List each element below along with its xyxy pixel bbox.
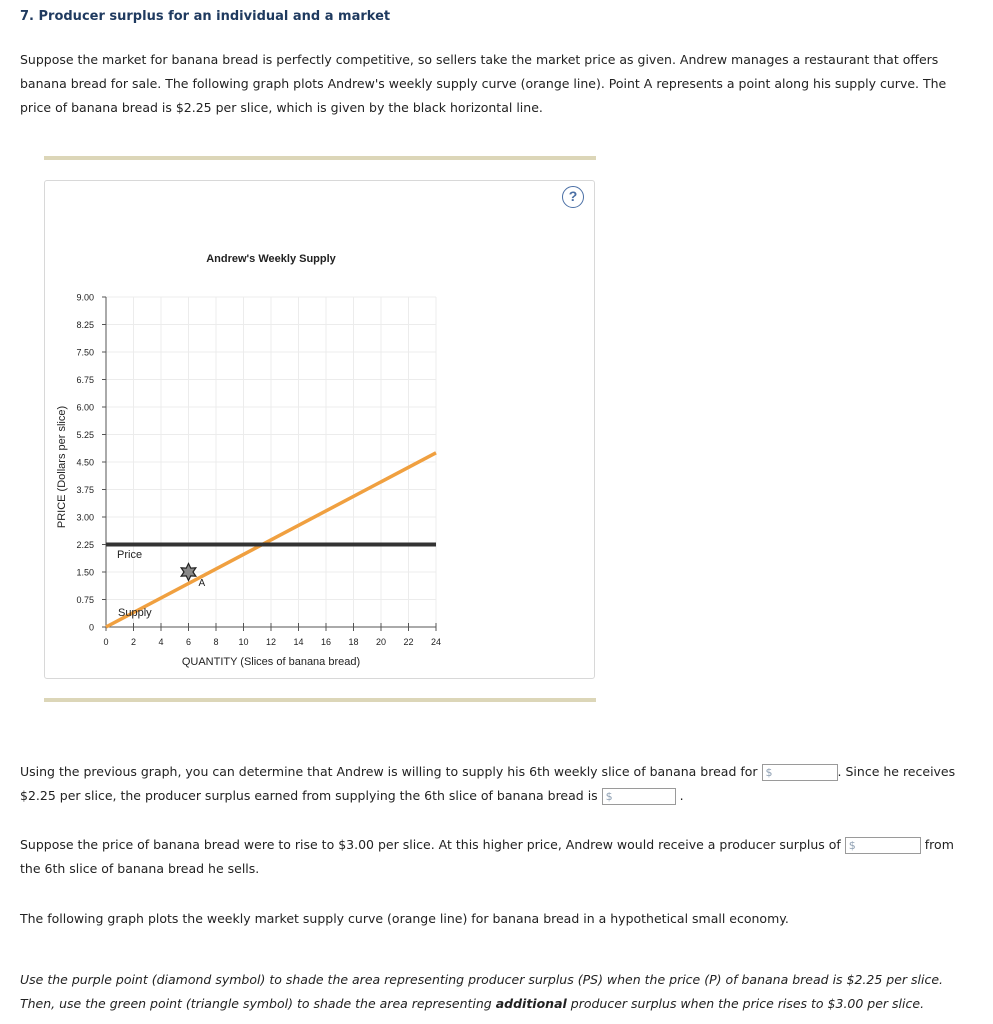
price-line-label: Price [117, 549, 143, 561]
point-a-marker [181, 564, 196, 581]
y-tick-label-7: 5.25 [76, 430, 94, 440]
y-tick-label-9: 6.75 [76, 375, 94, 385]
producer-surplus-input[interactable]: $ [602, 788, 676, 805]
x-tick-label-1: 2 [130, 637, 137, 647]
y-tick-label-1: 0.75 [76, 595, 94, 605]
x-tick-label-4: 8 [213, 637, 219, 647]
y-tick-label-4: 3.00 [76, 512, 94, 523]
x-tick-label-3: 6 [185, 637, 192, 647]
instructions-bold-word: additional [495, 996, 567, 1011]
market-supply-paragraph: The following graph plots the weekly market supply curve (orange line) for banana bread in a hypothetical small economy. [20, 911, 789, 926]
y-tick-label-8: 6.00 [76, 402, 94, 413]
price-rise-paragraph [20, 833, 975, 881]
y-tick-label-5: 3.75 [76, 485, 94, 495]
instructions-paragraph [20, 968, 975, 1016]
price-rise-text-a: Suppose the price of banana bread were to rise to $3.00 per slice. At this higher price, Andrew would receive a producer surplus of [20, 837, 841, 852]
x-tick-label-0: 0 [103, 637, 109, 647]
higher-price-surplus-input[interactable]: $ [845, 837, 921, 854]
x-tick-label-12: 24 [430, 637, 442, 647]
graph-panel [44, 180, 595, 679]
willingness-text-c: . [679, 788, 684, 803]
chart-title: Andrew's Weekly Supply [206, 253, 336, 265]
y-tick-label-0: 0 [88, 622, 94, 633]
graph-bottom-divider [44, 698, 596, 702]
price-rise-text-b: from the 6th slice of banana bread he sells. [20, 837, 954, 876]
x-tick-label-6: 12 [265, 637, 277, 647]
y-tick-label-11: 8.25 [76, 320, 94, 330]
instructions-text-a: Use the purple point (diamond symbol) to shade the area representing producer surplus (PS) when the price (P) of banana bread is $2.25 per slice. Then, use the green point (triangle symbol) to shade the area representing [20, 972, 944, 1011]
point-a-label: A [198, 578, 206, 589]
y-tick-label-10: 7.50 [76, 347, 94, 358]
x-tick-label-5: 10 [238, 637, 249, 647]
x-tick-label-2: 4 [158, 637, 164, 647]
question-title: 7. Producer surplus for an individual and a market [20, 9, 391, 24]
willing-price-input[interactable]: $ [762, 764, 838, 781]
supply-chart [45, 181, 596, 680]
willingness-text-b: . Since he receives $2.25 per slice, the producer surplus earned from supplying the 6th slice of banana bread is [20, 764, 956, 803]
x-tick-label-11: 22 [403, 637, 414, 647]
x-axis-label: QUANTITY (Slices of banana bread) [181, 656, 361, 668]
y-axis-label: PRICE (Dollars per slice) [56, 405, 68, 529]
y-tick-label-12: 9.00 [76, 292, 94, 303]
y-tick-label-3: 2.25 [76, 540, 94, 550]
y-tick-label-2: 1.50 [76, 567, 94, 578]
x-tick-label-7: 14 [293, 637, 304, 647]
instructions-text-b: producer surplus when the price rises to $3.00 per slice. [570, 996, 925, 1011]
supply-line-label: Supply [118, 607, 152, 619]
x-tick-label-10: 20 [375, 637, 387, 647]
willingness-text-a: Using the previous graph, you can determine that Andrew is willing to supply his 6th weekly slice of banana bread for [20, 764, 758, 779]
intro-paragraph: Suppose the market for banana bread is perfectly competitive, so sellers take the market price as given. Andrew manages a restaurant that offers banana bread for sale. The following graph plots Andrew's weekly supply curve (orange line). Point A represents a point along his supply curve. The price of banana bread is $2.25 per slice, which is given by the black horizontal line. [20, 52, 947, 115]
x-tick-label-8: 16 [320, 637, 332, 647]
willingness-paragraph [20, 760, 975, 808]
help-icon[interactable]: ? [562, 186, 584, 208]
y-tick-label-6: 4.50 [76, 457, 94, 468]
graph-top-divider [44, 156, 596, 160]
x-tick-label-9: 18 [348, 637, 359, 647]
